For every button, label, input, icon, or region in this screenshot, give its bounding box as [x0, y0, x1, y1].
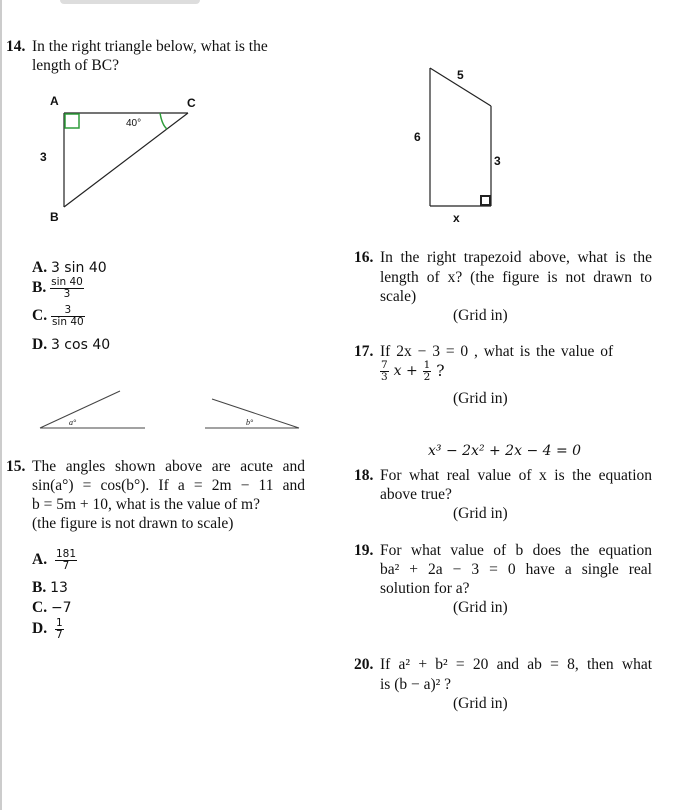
fraction-numerator: 1 — [423, 359, 431, 371]
fraction-1-2 — [423, 360, 432, 382]
q14-text-line1: In the right triangle below, what is the — [32, 38, 268, 55]
acute-angles-figure — [35, 388, 305, 438]
fraction-numerator: 7 — [381, 359, 388, 371]
q19-text-line3: solution for a? — [380, 580, 470, 597]
q15-choice-c[interactable] — [32, 599, 72, 617]
expression-middle: x + — [393, 363, 418, 379]
choice-letter: C. — [32, 307, 48, 324]
right-trapezoid-figure — [420, 60, 510, 220]
choice-text: −7 — [50, 600, 72, 616]
fraction-denominator: 7 — [55, 628, 63, 641]
trapezoid-right-label: 3 — [494, 154, 501, 168]
q19-number: 19. — [354, 542, 374, 559]
choice-letter: A. — [32, 259, 48, 276]
q20-text-line2: is (b − a)² ? — [380, 676, 452, 693]
q17-number: 17. — [354, 343, 374, 360]
q16-text-line1: In the right trapezoid above, what is the — [380, 249, 652, 266]
q19-grid-in: (Grid in) — [453, 599, 508, 616]
q14-number: 14. — [6, 38, 26, 55]
q18-number: 18. — [354, 467, 374, 484]
q20-number: 20. — [354, 656, 374, 673]
right-triangle-figure — [40, 95, 220, 230]
q15-text-line1: The angles shown above are acute and — [32, 458, 305, 475]
q20-grid-in: (Grid in) — [453, 695, 508, 712]
top-scroll-tab — [60, 0, 200, 4]
fraction-denominator: 3 — [63, 287, 71, 300]
q19-text-line1: For what value of b does the equation — [380, 542, 652, 559]
q18-grid-in: (Grid in) — [453, 505, 508, 522]
choice-fraction — [55, 549, 77, 571]
choice-fraction — [50, 277, 84, 299]
q14-choice-b[interactable] — [32, 277, 84, 299]
trapezoid-left-label: 6 — [414, 130, 421, 144]
choice-fraction — [55, 618, 64, 640]
q18-equation: x³ − 2x² + 2x − 4 = 0 — [428, 443, 582, 459]
q14-choice-a[interactable] — [32, 259, 107, 277]
angle-arc-marker — [160, 113, 167, 129]
fraction-7-3 — [380, 360, 389, 382]
expression-end: ? — [436, 362, 445, 380]
fraction-denominator: sin 40 — [51, 315, 84, 328]
choice-text: 3 sin 40 — [50, 260, 107, 276]
q16-number: 16. — [354, 249, 374, 266]
right-angle-marker — [65, 114, 79, 128]
page-left-edge — [0, 0, 2, 810]
q18-text-line1: For what real value of x is the equation — [380, 467, 652, 484]
fraction-denominator: 7 — [62, 559, 70, 572]
fraction-denominator: 2 — [423, 370, 431, 383]
choice-letter: A. — [32, 551, 48, 568]
q17-grid-in: (Grid in) — [453, 390, 508, 407]
q14-choice-d[interactable] — [32, 336, 110, 354]
q17-expression — [380, 360, 445, 382]
q14-choice-c[interactable] — [32, 305, 85, 327]
trapezoid-top-label: 5 — [457, 68, 464, 82]
choice-text: 3 cos 40 — [50, 337, 111, 353]
choice-letter: D. — [32, 620, 48, 637]
q20-text-line1: If a² + b² = 20 and ab = 8, then what — [380, 656, 652, 673]
q16-text-line2: length of x? (the figure is not drawn to — [380, 269, 652, 286]
vertex-c-label: C — [187, 96, 196, 110]
trapezoid-bottom-label: x — [453, 211, 460, 225]
choice-letter: B. — [32, 279, 47, 296]
q15-text-line3: b = 5m + 10, what is the value of m? — [32, 496, 260, 513]
q15-choice-a[interactable] — [32, 549, 77, 571]
choice-letter: C. — [32, 599, 48, 616]
q15-number: 15. — [6, 458, 26, 475]
choice-letter: D. — [32, 336, 48, 353]
choice-letter: B. — [32, 579, 47, 596]
vertex-a-label: A — [50, 94, 59, 108]
q17-text-line1: If 2x − 3 = 0 , what is the value of — [380, 343, 614, 360]
fraction-denominator: 3 — [381, 370, 388, 383]
fraction-numerator: 1 — [55, 617, 63, 629]
q16-text-line3: scale) — [380, 288, 417, 305]
angle-a-label: a° — [69, 418, 77, 427]
angle-c-label: 40° — [126, 118, 142, 129]
vertex-b-label: B — [50, 210, 59, 224]
q19-text-line2: ba² + 2a − 3 = 0 have a single real — [380, 561, 652, 578]
choice-fraction — [51, 305, 85, 327]
q16-grid-in: (Grid in) — [453, 307, 508, 324]
q15-choice-d[interactable] — [32, 618, 64, 640]
side-ab-label: 3 — [40, 150, 47, 164]
q18-text-line2: above true? — [380, 486, 452, 503]
q14-text-line2: length of BC? — [32, 57, 119, 74]
fraction-numerator: sin 40 — [51, 276, 83, 288]
choice-text: 13 — [50, 580, 68, 596]
angle-b-label: b° — [246, 418, 254, 427]
fraction-numerator: 181 — [55, 548, 76, 560]
q15-text-line4: (the figure is not drawn to scale) — [32, 515, 234, 532]
right-angle-marker — [481, 196, 490, 205]
q15-choice-b[interactable] — [32, 579, 68, 597]
q15-text-line2: sin(a°) = cos(b°). If a = 2m − 11 and — [32, 477, 305, 494]
fraction-numerator: 3 — [51, 305, 85, 317]
